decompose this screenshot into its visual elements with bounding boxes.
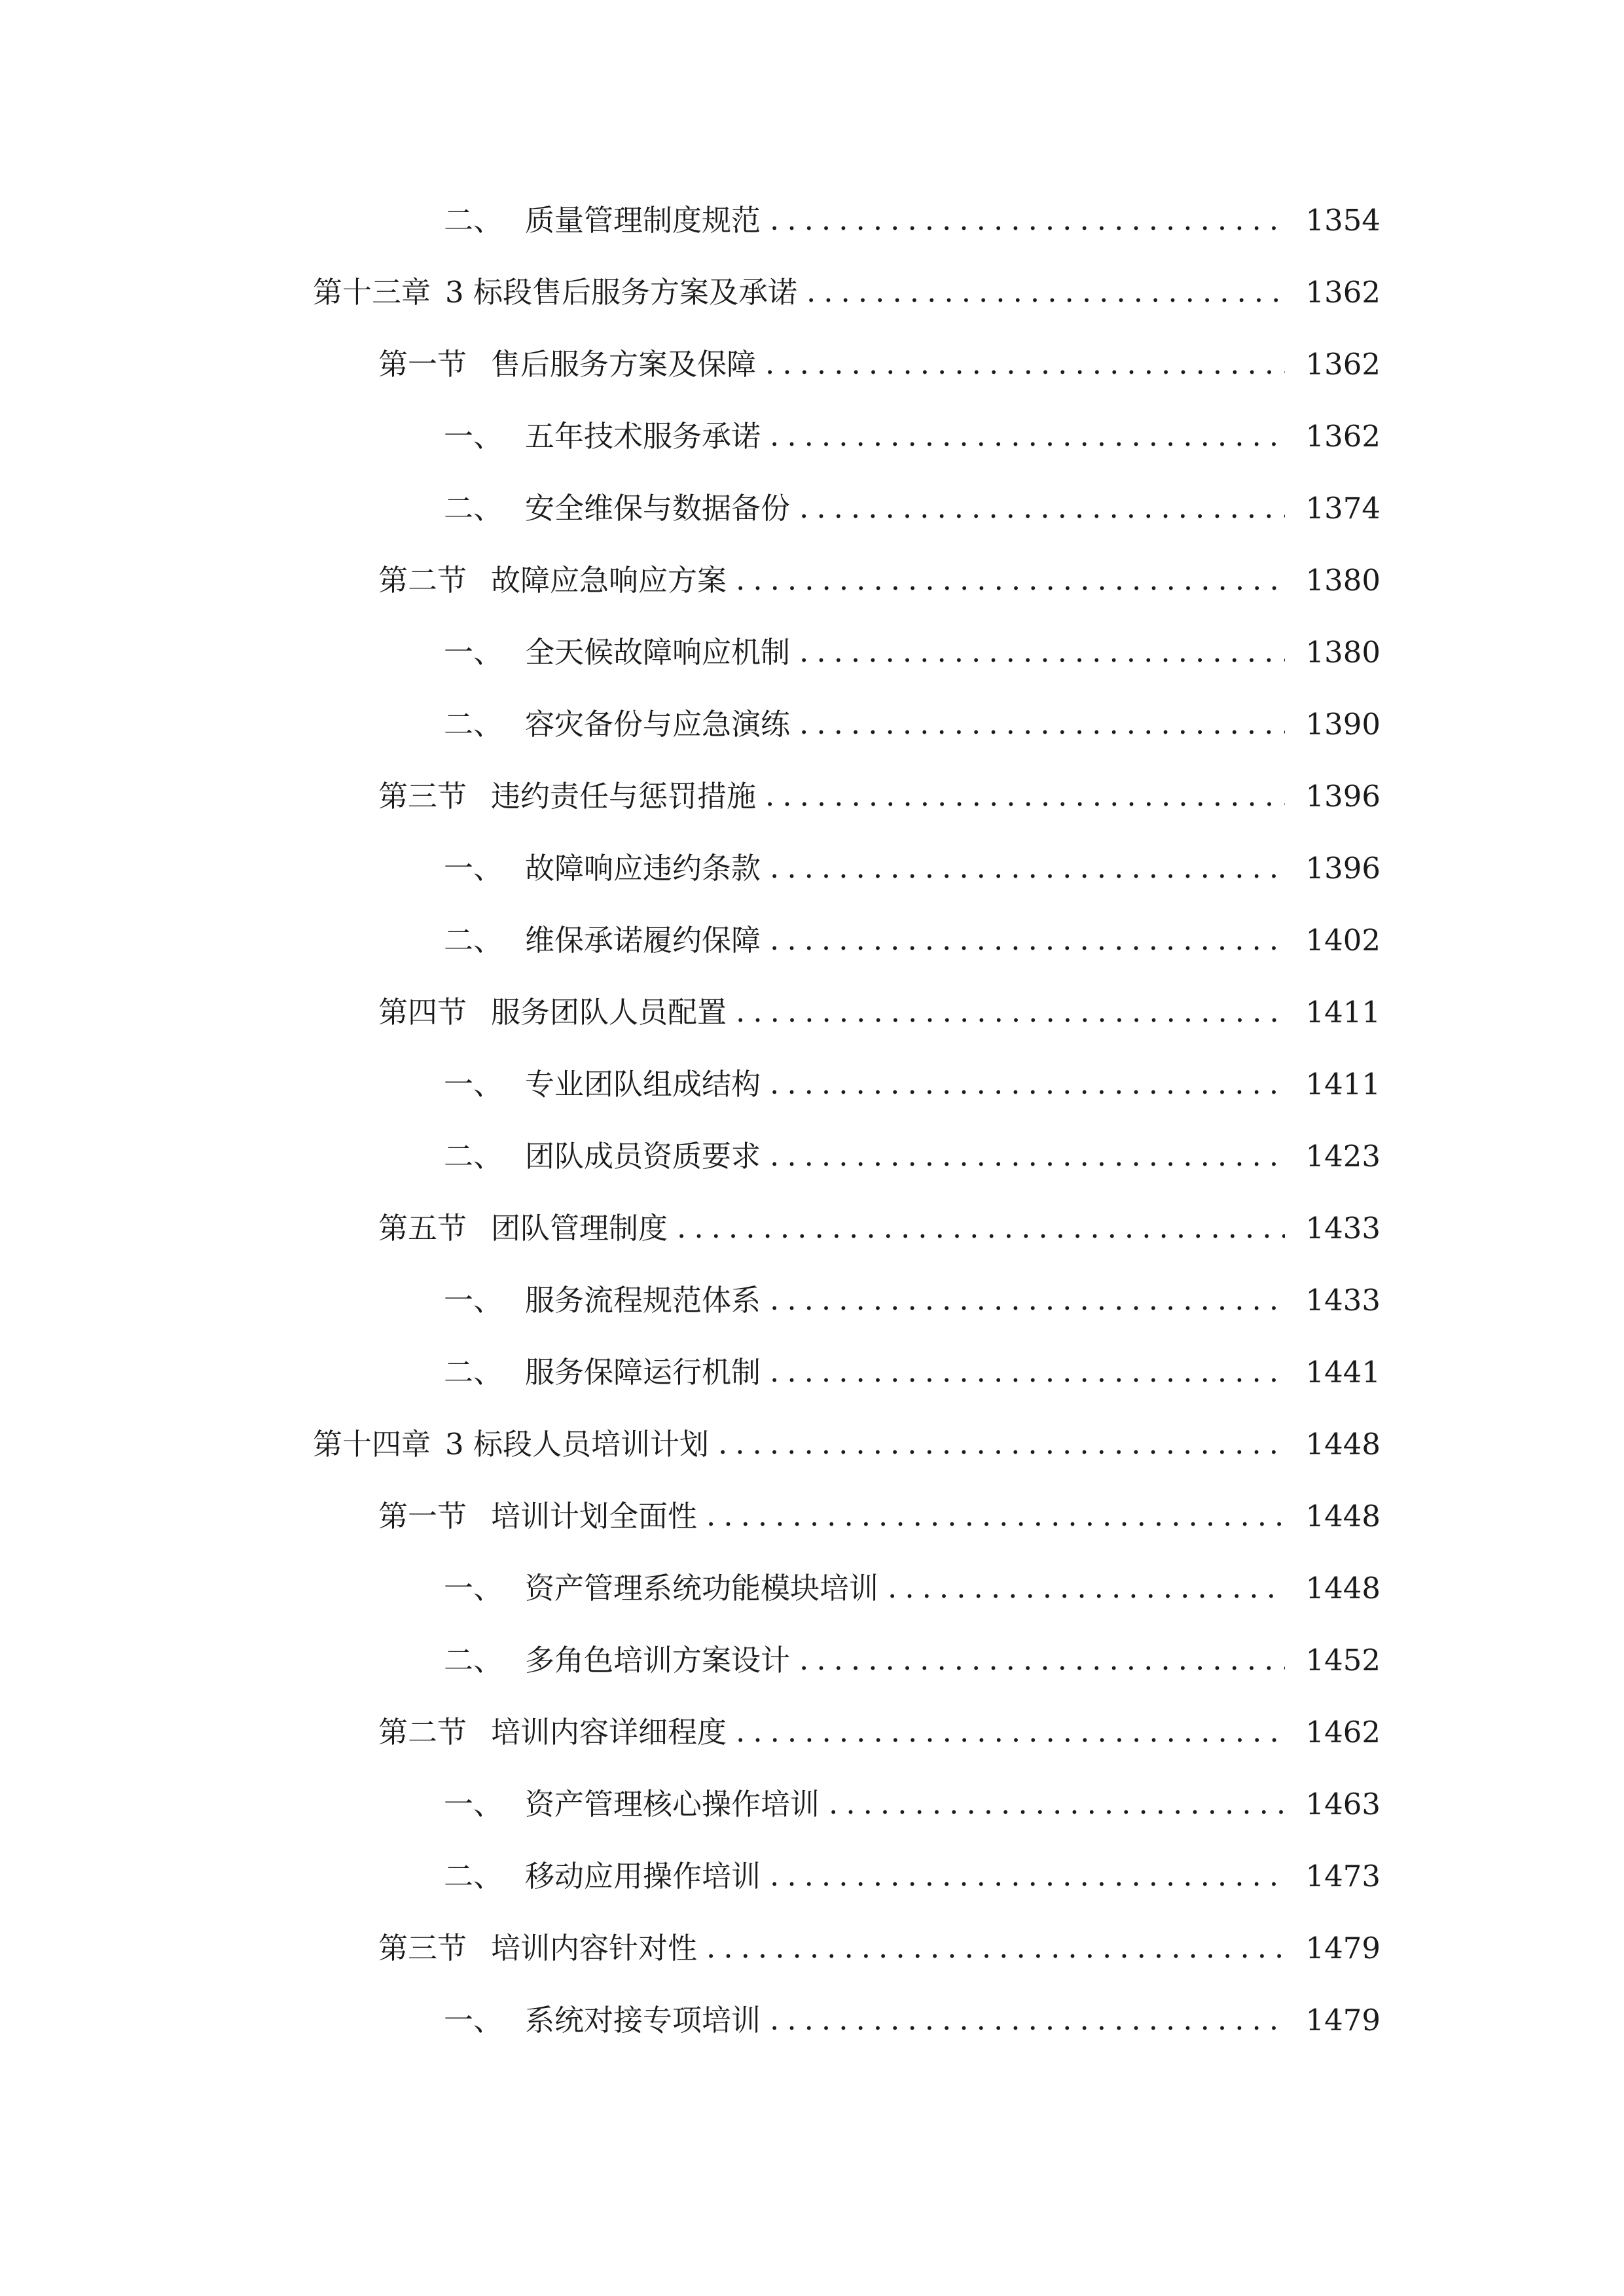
dot-leader: [829, 1785, 1285, 1822]
dot-leader: [706, 1929, 1285, 1966]
toc-entry-page: 1402: [1305, 922, 1380, 958]
toc-entry-page: 1354: [1305, 202, 1380, 238]
toc-entry[interactable]: [444, 1264, 1380, 1336]
dot-leader: [770, 418, 1285, 454]
dot-leader: [799, 1641, 1285, 1678]
toc-entry-page: 1362: [1305, 274, 1380, 310]
toc-entry[interactable]: [444, 1120, 1380, 1192]
toc-entry-page: 1433: [1305, 1210, 1380, 1246]
toc-entry-page: 1362: [1305, 418, 1380, 454]
toc-entry-title: 3 标段售后服务方案及承诺: [445, 274, 797, 310]
toc-entry[interactable]: [444, 1840, 1380, 1912]
toc-entry[interactable]: [444, 904, 1380, 976]
toc-entry[interactable]: [378, 328, 1380, 400]
toc-entry[interactable]: [444, 1624, 1380, 1696]
toc-entry-title: 团队成员资质要求: [525, 1138, 761, 1174]
toc-entry[interactable]: [444, 616, 1380, 688]
toc-entry-page: 1411: [1305, 994, 1380, 1030]
toc-entry-label: 二、: [444, 1642, 503, 1677]
toc-entry[interactable]: [313, 256, 1380, 328]
toc-entry-label: 二、: [444, 1354, 503, 1390]
dot-leader: [718, 1426, 1285, 1462]
toc-entry-page: 1396: [1305, 778, 1380, 814]
toc-entry-title: 故障响应违约条款: [525, 850, 761, 886]
toc-entry-title: 服务流程规范体系: [525, 1282, 761, 1318]
toc-entry[interactable]: [378, 976, 1380, 1048]
dot-leader: [770, 1282, 1285, 1318]
dot-leader: [770, 1857, 1285, 1894]
toc-entry-label: 一、: [444, 2002, 503, 2037]
dot-leader: [799, 634, 1285, 670]
toc-entry[interactable]: [444, 184, 1380, 256]
toc-entry-page: 1473: [1305, 1858, 1380, 1893]
toc-entry-page: 1441: [1305, 1354, 1380, 1390]
dot-leader: [888, 1570, 1285, 1606]
toc-entry-label: 二、: [444, 1858, 503, 1893]
toc-entry[interactable]: [444, 832, 1380, 904]
toc-entry-title: 资产管理系统功能模块培训: [525, 1570, 879, 1605]
toc-entry[interactable]: [444, 688, 1380, 760]
toc-entry-title: 移动应用操作培训: [525, 1858, 761, 1893]
toc-entry[interactable]: [378, 760, 1380, 832]
dot-leader: [770, 202, 1285, 238]
dot-leader: [770, 1354, 1285, 1390]
toc-entry[interactable]: [444, 1984, 1380, 2056]
dot-leader: [799, 490, 1285, 526]
toc-entry-label: 二、: [444, 706, 503, 742]
toc-entry-label: 一、: [444, 1282, 503, 1318]
toc-entry[interactable]: [378, 1192, 1380, 1264]
toc-entry[interactable]: [378, 1912, 1380, 1984]
toc-entry-page: 1448: [1305, 1426, 1380, 1462]
toc-entry-label: 一、: [444, 634, 503, 670]
dot-leader: [806, 274, 1285, 310]
toc-entry-title: 售后服务方案及保障: [491, 346, 757, 382]
dot-leader: [677, 1210, 1285, 1246]
toc-entry-page: 1390: [1305, 706, 1380, 742]
toc-entry-label: 第一节: [378, 346, 467, 382]
toc-entry-title: 故障应急响应方案: [491, 562, 727, 598]
toc-entry-page: 1396: [1305, 850, 1380, 886]
toc-entry-page: 1380: [1305, 562, 1380, 598]
toc-entry-label: 第二节: [378, 1714, 467, 1749]
toc-entry-title: 系统对接专项培训: [525, 2002, 761, 2037]
dot-leader: [770, 2001, 1285, 2038]
toc-entry-label: 二、: [444, 202, 503, 238]
toc-entry-label: 第三节: [378, 1930, 467, 1965]
toc-entry-label: 第十三章: [313, 274, 431, 310]
toc-entry-title: 容灾备份与应急演练: [525, 706, 791, 742]
toc-entry-label: 一、: [444, 1066, 503, 1102]
toc-entry-title: 培训计划全面性: [491, 1498, 698, 1534]
dot-leader: [770, 850, 1285, 886]
toc-entry-title: 安全维保与数据备份: [525, 490, 791, 526]
toc-entry-title: 多角色培训方案设计: [525, 1642, 791, 1677]
toc-entry-title: 资产管理核心操作培训: [525, 1786, 820, 1821]
toc-entry-page: 1411: [1305, 1066, 1380, 1102]
toc-entry-label: 第四节: [378, 994, 467, 1030]
toc-entry-page: 1479: [1305, 1930, 1380, 1965]
toc-entry-title: 质量管理制度规范: [525, 202, 761, 238]
dot-leader: [706, 1498, 1285, 1534]
toc-entry-title: 服务团队人员配置: [491, 994, 727, 1030]
toc-entry-label: 一、: [444, 418, 503, 454]
toc-entry-page: 1448: [1305, 1570, 1380, 1605]
toc-entry-page: 1423: [1305, 1138, 1380, 1174]
toc-entry-page: 1374: [1305, 490, 1380, 526]
toc-entry-page: 1452: [1305, 1642, 1380, 1677]
toc-entry-title: 违约责任与惩罚措施: [491, 778, 757, 814]
toc-entry-title: 五年技术服务承诺: [525, 418, 761, 454]
toc-entry-title: 全天候故障响应机制: [525, 634, 791, 670]
dot-leader: [736, 994, 1285, 1030]
dot-leader: [770, 1066, 1285, 1102]
toc-entry[interactable]: [444, 1552, 1380, 1624]
dot-leader: [765, 778, 1285, 814]
toc-entry-label: 第二节: [378, 562, 467, 598]
toc-entry-label: 二、: [444, 1138, 503, 1174]
toc-entry[interactable]: [444, 1336, 1380, 1408]
toc-entry-title: 维保承诺履约保障: [525, 922, 761, 958]
toc-entry[interactable]: [444, 400, 1380, 472]
toc-entry-page: 1433: [1305, 1282, 1380, 1318]
toc-entry[interactable]: [313, 1408, 1380, 1480]
toc-entry-title: 3 标段人员培训计划: [445, 1426, 709, 1462]
toc-entry-title: 服务保障运行机制: [525, 1354, 761, 1390]
toc-entry[interactable]: [444, 1048, 1380, 1120]
dot-leader: [770, 1138, 1285, 1174]
toc-entry-label: 二、: [444, 922, 503, 958]
toc-entry-page: 1463: [1305, 1786, 1380, 1821]
toc-entry-title: 专业团队组成结构: [525, 1066, 761, 1102]
dot-leader: [765, 346, 1285, 382]
toc-entry-label: 二、: [444, 490, 503, 526]
toc-entry[interactable]: [378, 1480, 1380, 1552]
toc-entry-label: 一、: [444, 850, 503, 886]
toc-entry-label: 一、: [444, 1570, 503, 1605]
toc-entry-label: 第一节: [378, 1498, 467, 1534]
dot-leader: [770, 922, 1285, 958]
toc-entry-page: 1448: [1305, 1498, 1380, 1534]
toc-entry-label: 第十四章: [313, 1426, 431, 1462]
toc-entry-page: 1479: [1305, 2002, 1380, 2037]
toc-entry[interactable]: [444, 1768, 1380, 1840]
dot-leader: [736, 562, 1285, 598]
toc-entry-page: 1462: [1305, 1714, 1380, 1749]
toc-entry-title: 团队管理制度: [491, 1210, 668, 1246]
dot-leader: [799, 706, 1285, 742]
toc-entry[interactable]: [378, 1696, 1380, 1768]
toc-entry[interactable]: [444, 472, 1380, 544]
toc-entry-page: 1380: [1305, 634, 1380, 670]
toc-entry[interactable]: [378, 544, 1380, 616]
dot-leader: [736, 1713, 1285, 1750]
toc-entry-label: 第三节: [378, 778, 467, 814]
toc-entry-label: 第五节: [378, 1210, 467, 1246]
toc-entry-title: 培训内容针对性: [491, 1930, 698, 1965]
toc-entry-page: 1362: [1305, 346, 1380, 382]
toc-entry-title: 培训内容详细程度: [491, 1714, 727, 1749]
toc-entry-label: 一、: [444, 1786, 503, 1821]
